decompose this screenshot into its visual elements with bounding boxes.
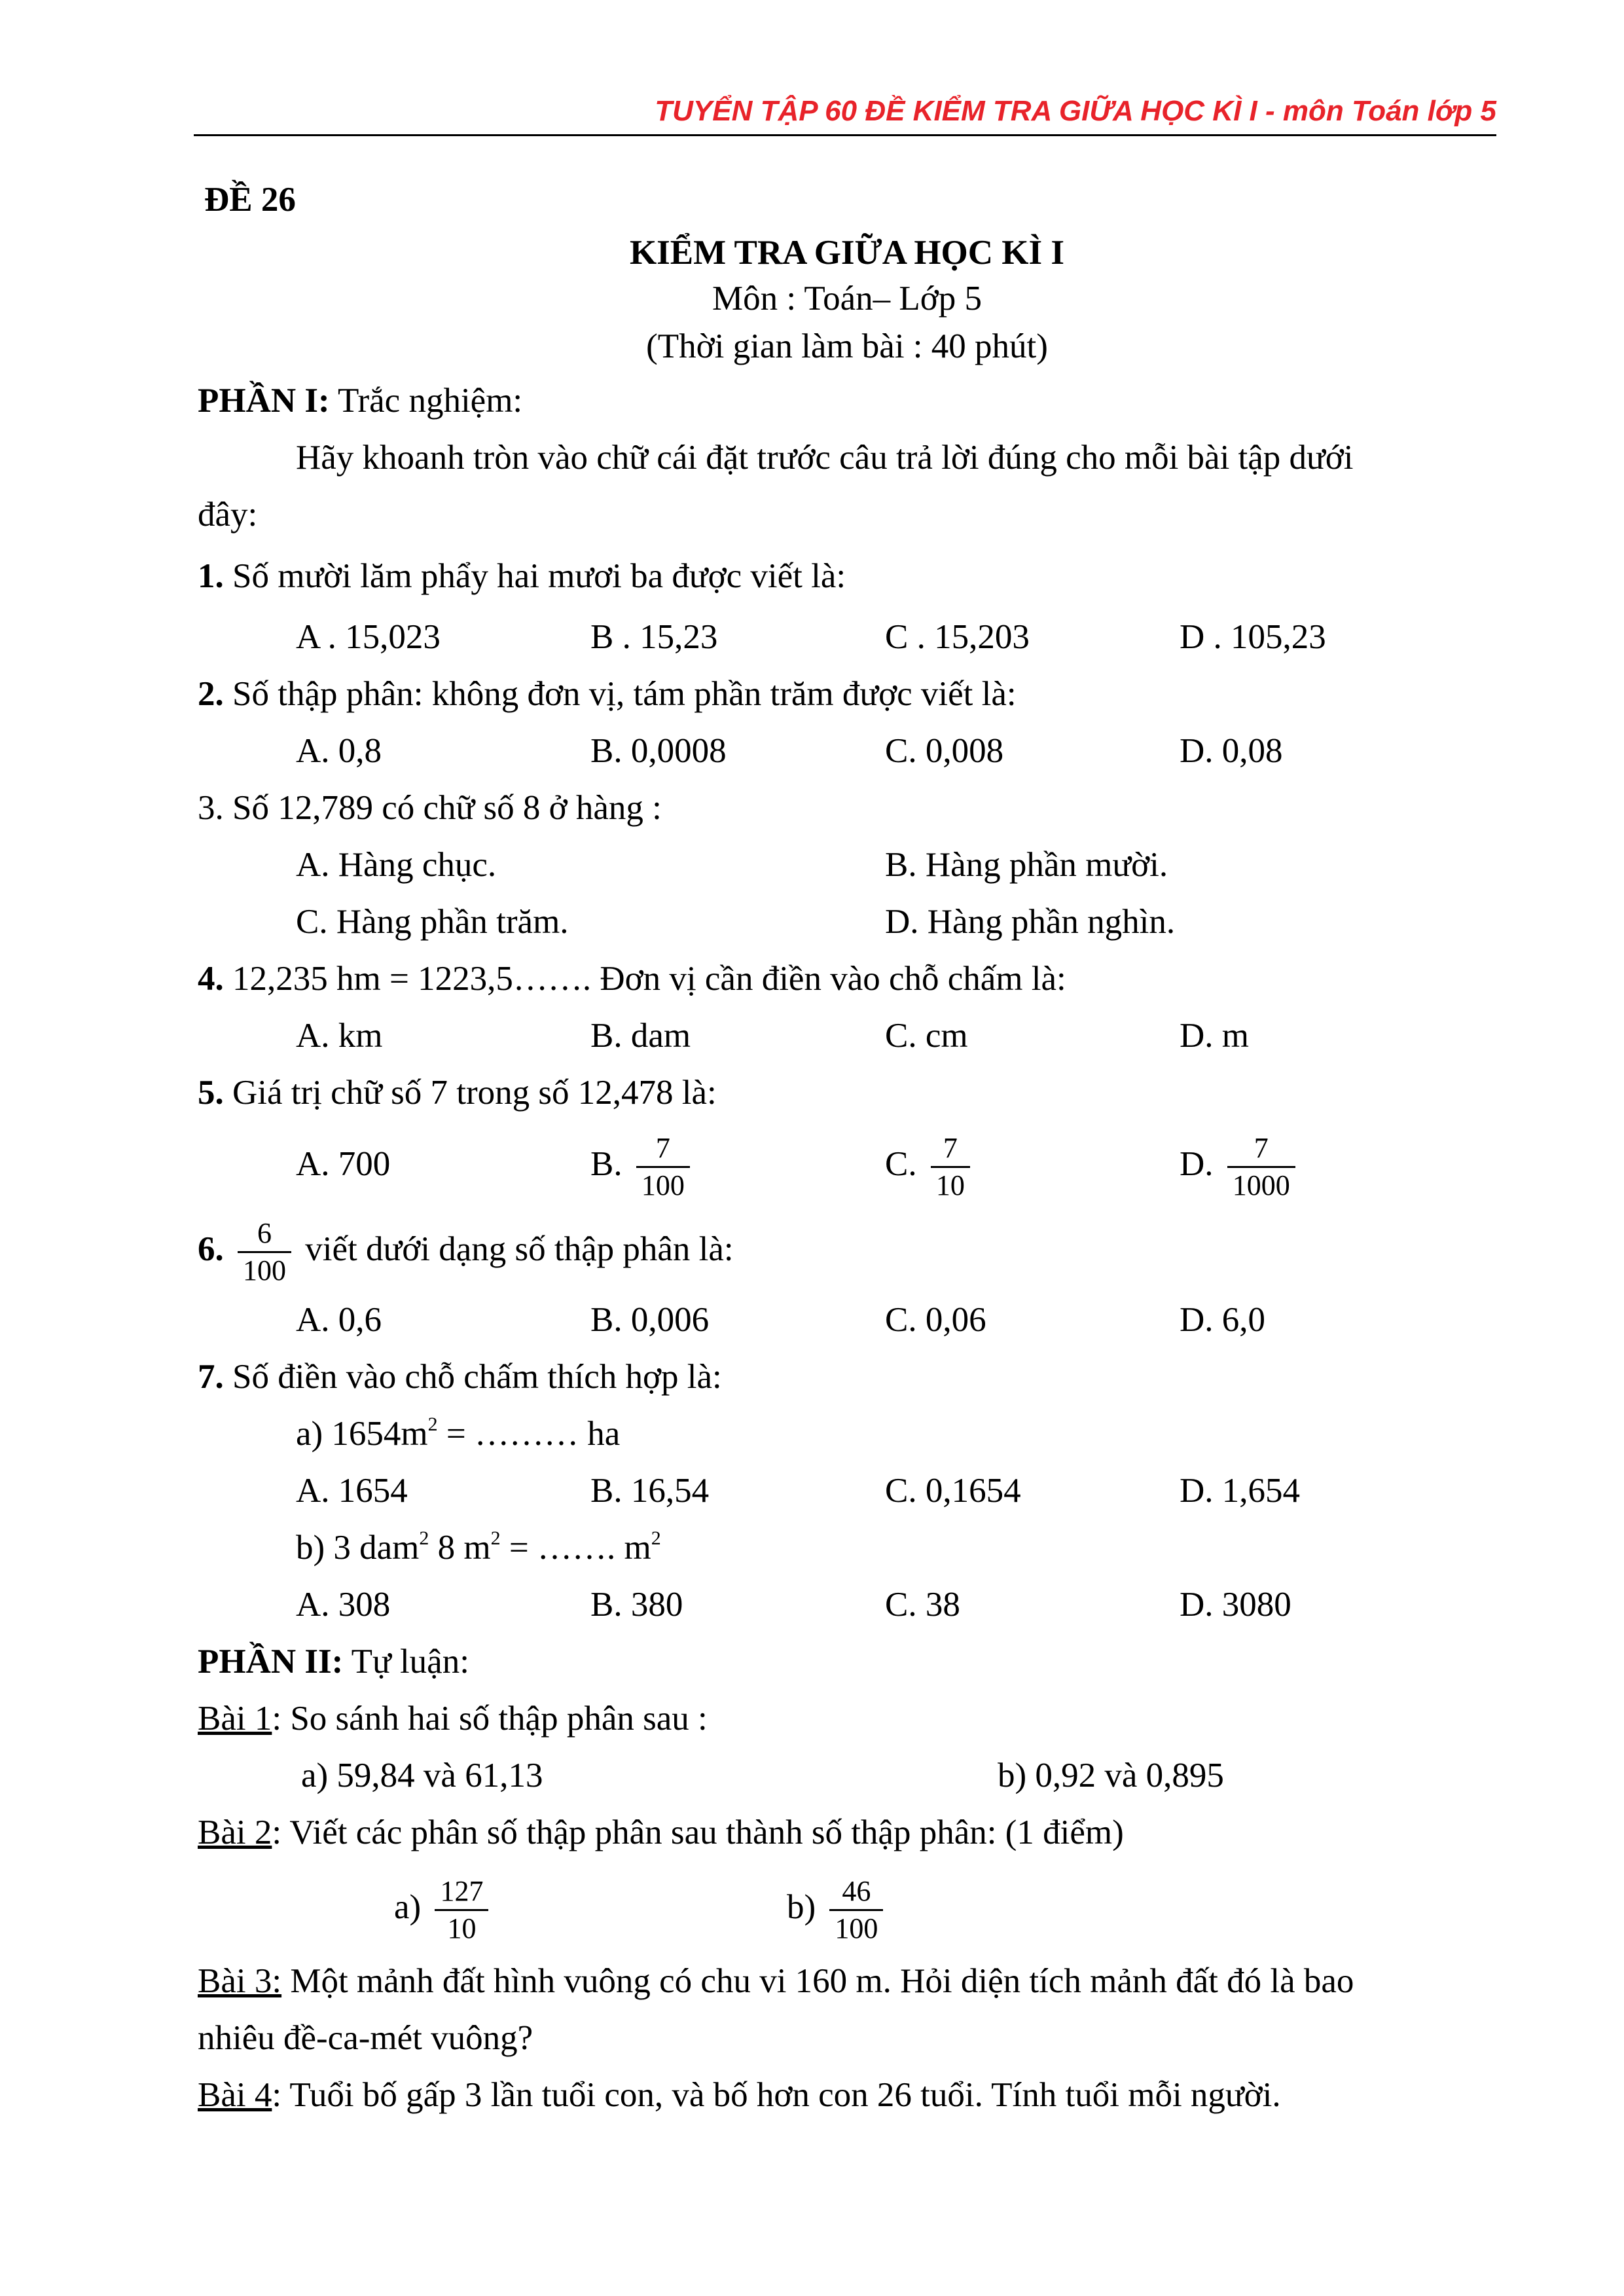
question-7b-pre: b) 3 dam [296,1529,420,1567]
q7b-option-a[interactable]: A. 308 [296,1586,391,1624]
question-1-number: 1. [198,557,224,595]
question-7b-exponent-3: 2 [651,1527,661,1549]
q3-option-d[interactable]: D. Hàng phần nghìn. [885,903,1176,941]
part1-label: PHẦN I: [198,382,330,420]
question-7b-exponent-1: 2 [419,1527,429,1549]
bai-2-text: : Viết các phân số thập phân sau thành số thập phân: (1 điểm) [272,1813,1124,1851]
q5-option-c-fraction [931,1131,970,1203]
question-4 [198,951,1496,1008]
fraction-numerator: 46 [829,1874,883,1911]
question-7b [198,1520,1496,1576]
q3-option-b[interactable]: B. Hàng phần mười. [885,846,1168,884]
question-4-text: 12,235 hm = 1223,5……. Đơn vị cần điền vào chỗ chấm là: [223,960,1066,998]
bai-2-item-b-label: b) [787,1888,816,1926]
question-1 [198,543,1496,609]
fraction-denominator: 100 [835,1912,878,1945]
q5-option-b-fraction [636,1131,690,1203]
bai-2-items [198,1861,1496,1953]
q5-option-d-fraction [1227,1131,1295,1203]
question-5-number: 5. [198,1074,224,1112]
bai-2-item-a-fraction [435,1874,488,1946]
exam-subject: Môn : Toán– Lớp 5 [712,280,982,318]
q7a-option-c[interactable]: C. 0,1654 [885,1472,1021,1510]
q6-option-d[interactable]: D. 6,0 [1180,1301,1266,1339]
question-4-number: 4. [198,960,224,998]
bai-2-item-a [394,1861,494,1953]
q5-option-d-label: D. [1180,1145,1214,1183]
bai-3 [198,1953,1496,2010]
q1-option-c[interactable]: C . 15,203 [885,618,1030,656]
fraction-numerator: 7 [931,1131,970,1168]
bai-2-item-b [787,1861,888,1953]
q3-option-c[interactable]: C. Hàng phần trăm. [296,903,569,941]
q4-option-c[interactable]: C. cm [885,1017,968,1055]
fraction-denominator: 1000 [1232,1169,1290,1202]
fraction-numerator: 7 [636,1131,690,1168]
exam-page [198,172,1496,2124]
question-6 [198,1207,1496,1292]
q5-option-c[interactable] [885,1121,975,1207]
bai-1 [198,1690,1496,1747]
bai-4-text: : Tuổi bố gấp 3 lần tuổi con, và bố hơn con 26 tuổi. Tính tuổi mỗi người. [272,2076,1281,2114]
question-2-number: 2. [198,675,224,713]
fraction-denominator: 10 [935,1169,965,1202]
q5-option-b[interactable] [590,1121,695,1207]
exam-duration: (Thời gian làm bài : 40 phút) [646,327,1048,365]
question-5-options [198,1121,1496,1207]
q1-option-b[interactable]: B . 15,23 [590,618,718,656]
q5-option-b-label: B. [590,1145,623,1183]
header-divider [194,134,1496,136]
part1-label-rest: Trắc nghiệm: [329,382,523,420]
question-7a [198,1406,1496,1463]
question-6-number: 6. [198,1230,224,1268]
q1-option-a[interactable]: A . 15,023 [296,618,441,656]
q7b-option-c[interactable]: C. 38 [885,1586,960,1624]
q2-option-c[interactable]: C. 0,008 [885,732,1004,770]
fraction-denominator: 100 [243,1254,286,1287]
q6-option-a[interactable]: A. 0,6 [296,1301,382,1339]
q2-option-a[interactable]: A. 0,8 [296,732,382,770]
fraction-numerator: 6 [238,1216,291,1253]
part2-label: PHẦN II: [198,1643,344,1681]
question-7a-exponent: 2 [427,1413,438,1435]
question-6-options [198,1292,1496,1349]
question-3-options-row2 [198,894,1496,951]
q7b-option-d[interactable]: D. 3080 [1180,1586,1291,1624]
part1-instruction-a: Hãy khoanh tròn vào chữ cái đặt trước câu trả lời đúng cho mỗi bài tập dưới [296,439,1354,477]
part2-label-rest: Tự luận: [343,1643,469,1681]
page-header: TUYỂN TẬP 60 ĐỀ KIỂM TRA GIỮA HỌC KÌ I - môn Toán lớp 5 [655,95,1496,127]
question-4-options [198,1008,1496,1065]
question-3: 3. Số 12,789 có chữ số 8 ở hàng : [198,789,662,827]
question-6-text: viết dưới dạng số thập phân là: [305,1230,734,1268]
question-7a-post: = ……… ha [437,1415,621,1453]
bai-4-label: Bài 4 [198,2076,272,2114]
q7a-option-d[interactable]: D. 1,654 [1180,1472,1301,1510]
q4-option-d[interactable]: D. m [1180,1017,1249,1055]
bai-2 [198,1804,1496,1861]
question-2-options [198,723,1496,780]
q7a-option-b[interactable]: B. 16,54 [590,1472,710,1510]
q2-option-b[interactable]: B. 0,0008 [590,732,727,770]
bai-1-items [198,1747,1496,1804]
q2-option-d[interactable]: D. 0,08 [1180,732,1283,770]
bai-4 [198,2067,1496,2124]
bai-3-text-a: Một mảnh đất hình vuông có chu vi 160 m. Hỏi diện tích mảnh đất đó là bao [281,1962,1354,2000]
bai-1-label: Bài 1 [198,1700,272,1738]
part2-heading [198,1633,1496,1690]
bai-1-item-a: a) 59,84 và 61,13 [301,1757,543,1795]
question-7b-options [198,1576,1496,1633]
bai-2-item-a-label: a) [394,1888,422,1926]
fraction-numerator: 127 [435,1874,488,1911]
fraction-denominator: 10 [447,1912,477,1945]
question-7-number: 7. [198,1358,224,1396]
bai-3-label: Bài 3: [198,1962,282,2000]
fraction-numerator: 7 [1227,1131,1295,1168]
part1-instruction-b: đây: [198,496,258,534]
question-7-text: Số điền vào chỗ chấm thích hợp là: [223,1358,722,1396]
question-1-options [198,609,1496,666]
question-2 [198,666,1496,723]
q5-option-c-label: C. [885,1145,917,1183]
part1-heading [198,373,1496,429]
question-2-text: Số thập phân: không đơn vị, tám phần trăm được viết là: [223,675,1017,713]
q3-option-a[interactable]: A. Hàng chục. [296,846,497,884]
question-7b-exponent-2: 2 [490,1527,501,1549]
question-1-text: Số mười lăm phẩy hai mươi ba được viết là: [223,557,846,595]
question-7 [198,1349,1496,1406]
q4-option-b[interactable]: B. dam [590,1017,691,1055]
question-3-options-row1 [198,837,1496,894]
bai-2-item-b-fraction [829,1874,883,1946]
q4-option-a[interactable]: A. km [296,1017,383,1055]
q5-option-a[interactable]: A. 700 [296,1145,391,1183]
question-5 [198,1065,1496,1121]
bai-2-label: Bài 2 [198,1813,272,1851]
bai-1-text: : So sánh hai số thập phân sau : [272,1700,708,1738]
question-6-fraction [238,1216,291,1288]
q1-option-d[interactable]: D . 105,23 [1180,618,1326,656]
question-5-text: Giá trị chữ số 7 trong số 12,478 là: [223,1074,717,1112]
q6-option-c[interactable]: C. 0,06 [885,1301,986,1339]
question-7a-pre: a) 1654m [296,1415,428,1453]
bai-1-item-b: b) 0,92 và 0,895 [998,1757,1224,1795]
exam-title: KIỂM TRA GIỮA HỌC KÌ I [629,234,1065,272]
question-7b-mid: 8 m [429,1529,491,1567]
q6-option-b[interactable]: B. 0,006 [590,1301,710,1339]
bai-3-text-b: nhiêu đề-ca-mét vuông? [198,2019,533,2057]
fraction-denominator: 100 [641,1169,685,1202]
q7a-option-a[interactable]: A. 1654 [296,1472,408,1510]
question-7a-options [198,1463,1496,1520]
exam-number: ĐỀ 26 [204,181,296,219]
q7b-option-b[interactable]: B. 380 [590,1586,683,1624]
q5-option-d[interactable] [1180,1121,1301,1207]
question-7b-post: = ……. m [500,1529,651,1567]
